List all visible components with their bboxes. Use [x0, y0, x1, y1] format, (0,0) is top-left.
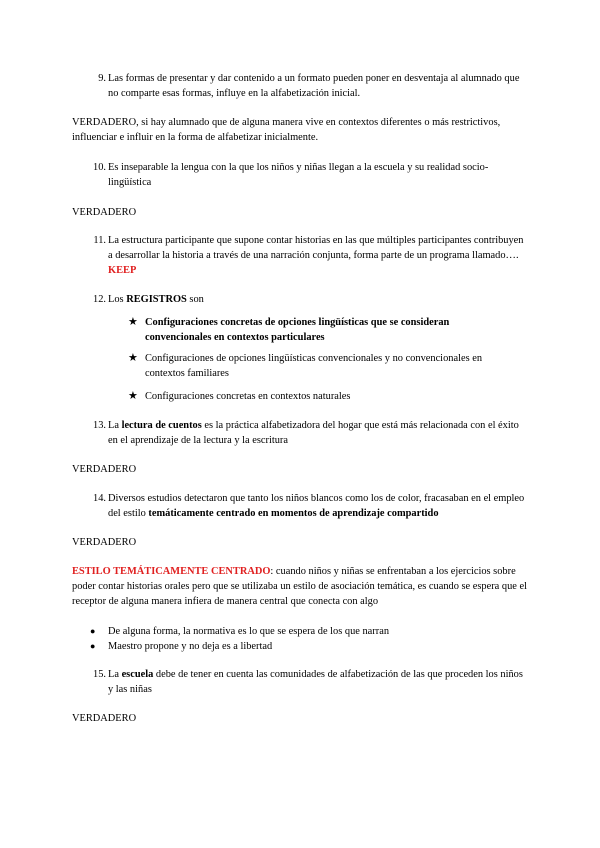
question-number: 13.: [93, 420, 106, 431]
question-11: [90, 233, 530, 278]
question-number: 11.: [93, 235, 106, 246]
text-post: son: [186, 294, 204, 305]
text-bold: REGISTROS: [126, 294, 187, 305]
question-number: 14.: [93, 493, 106, 504]
text-bold: temáticamente centrado en momentos de aprendizaje compartido: [148, 508, 439, 519]
question-number: 15.: [93, 669, 106, 680]
text-bold: lectura de cuentos: [121, 420, 202, 431]
option-text: Configuraciones concretas de opciones lingüísticas que se consideran convencionales en contextos particulares: [145, 317, 450, 343]
option-star-1: [128, 315, 518, 345]
bullet-text: Maestro propone y no deja es a libertad: [108, 641, 273, 652]
question-text: Las formas de presentar y dar contenido a un formato pueden poner en desventaja al alumnado que no comparte esas formas, influye en la alfabetización inicial.: [108, 73, 520, 99]
question-10: [90, 160, 530, 190]
text-post: debe de tener en cuenta las comunidades de alfabetización de las que proceden los niños y las niñas: [108, 669, 523, 695]
star-icon: ★: [128, 316, 138, 328]
question-text: Es inseparable la lengua con la que los niños y niñas llegan a la escuela y su realidad socio-lingüística: [108, 162, 489, 188]
answer-14: VERDADERO: [72, 537, 137, 548]
star-icon: ★: [128, 390, 138, 402]
answer-keyword: KEEP: [108, 265, 137, 276]
bullet-icon: ●: [90, 626, 96, 636]
bullet-icon: ●: [90, 641, 96, 651]
question-9: [90, 71, 530, 101]
option-text: Configuraciones de opciones lingüísticas convencionales y no convencionales en contextos familiares: [145, 353, 483, 379]
answer-10: VERDADERO: [72, 207, 137, 218]
estilo-text: : cuando niños y niñas se enfrentaban a los ejercicios sobre poder contar historias orales pero que se utilizaba un estilo de asociación temática, es cuando se espera que el receptor de alguna manera infiera de manera central que conecta con algo: [72, 566, 527, 607]
option-star-2: [128, 351, 518, 381]
text-pre: La: [108, 420, 122, 431]
question-15: [90, 667, 530, 697]
question-text: [108, 233, 530, 278]
question-13: [90, 418, 530, 448]
question-text: [108, 667, 530, 697]
option-star-3: [128, 389, 518, 404]
answer-15: VERDADERO: [72, 713, 137, 724]
text-bold: escuela: [121, 669, 154, 680]
text-pre: La: [108, 669, 122, 680]
answer-9: VERDADERO, si hay alumnado que de alguna manera vive en contextos diferentes o más restrictivos, influenciar e influir en la forma de alfabetizar inicialmente.: [72, 117, 501, 143]
bullet-text: De alguna forma, la normativa es lo que se espera de los que narran: [108, 626, 390, 637]
estilo-title: ESTILO TEMÁTICAMENTE CENTRADO: [72, 566, 271, 577]
question-12: [90, 292, 530, 307]
text-pre: Los: [108, 294, 127, 305]
question-number: 12.: [93, 294, 106, 305]
text-post: es la práctica alfabetizadora del hogar que está más relacionada con el éxito en el aprendizaje de la lectura y la escritura: [108, 420, 519, 446]
question-number: 9.: [98, 73, 106, 84]
text-pre: Diversos estudios detectaron que tanto los niños blancos como los de color, fracasaban en el empleo del estilo: [108, 493, 525, 519]
question-14: [90, 491, 530, 521]
answer-13: VERDADERO: [72, 464, 137, 475]
option-text: Configuraciones concretas en contextos naturales: [145, 391, 351, 402]
bullet-2: [90, 639, 520, 654]
question-text: [108, 418, 530, 448]
bullet-1: [90, 624, 520, 639]
estilo-definition: [72, 564, 532, 609]
star-icon: ★: [128, 352, 138, 364]
question-text: [108, 491, 530, 521]
question-number: 10.: [93, 162, 106, 173]
question-text: [108, 292, 530, 307]
question-body: La estructura participante que supone contar historias en las que múltiples participantes contribuyen a desarrollar la historia a través de una narración conjunta, forma parte de un programa llamado….: [108, 235, 524, 261]
